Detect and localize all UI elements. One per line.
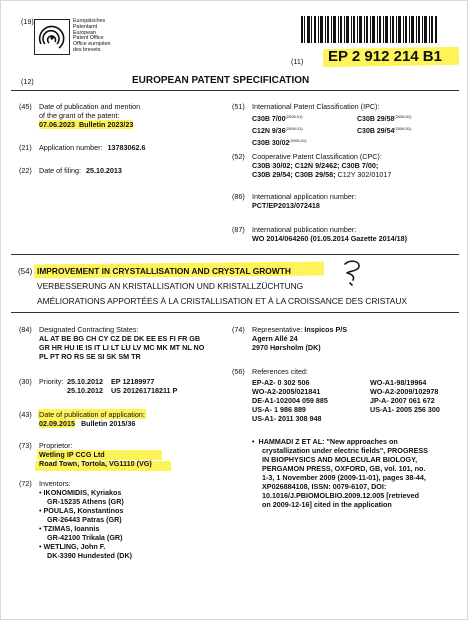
cpc-line-2-extra: C12Y 302/01017 xyxy=(335,170,392,179)
intl-application-number: PCT/EP2013/072418 xyxy=(252,201,320,210)
grant-bulletin: Bulletin 2023/23 xyxy=(78,120,134,129)
ipc-code: C30B $7/00^{(2006.01)}$ xyxy=(252,114,303,123)
inventor-address: GR-42100 Trikala (GR) xyxy=(47,533,123,542)
filing-date-field xyxy=(39,166,122,175)
epo-logo-icon xyxy=(35,20,69,54)
intl-publication-number: WO 2014/064260 (01.05.2014 Gazette 2014/18) xyxy=(252,234,408,243)
office-name-line: des brevets xyxy=(73,46,101,53)
ipc-label: International Patent Classification (IPC): xyxy=(252,102,380,111)
inventor: • TZIMAS, Ioannis GR-42100 Trikala (GR) xyxy=(39,524,132,542)
priority-number: US 201261718211 P xyxy=(110,386,178,395)
title-en: IMPROVEMENT IN CRYSTALLISATION AND CRYSTAL GROWTH xyxy=(37,266,291,276)
cpc-line-2: C30B 29/54; C30B 29/58; xyxy=(252,170,336,179)
f45-num: (45) xyxy=(19,102,32,111)
filing-date-label: Date of filing: xyxy=(39,166,81,175)
cpc-label: Cooperative Patent Classification (CPC): xyxy=(252,152,382,161)
inventor-name: WETLING, John F. xyxy=(43,542,106,551)
filing-date: 25.10.2013 xyxy=(85,166,122,175)
proprietor-field xyxy=(39,441,152,468)
inventor-name: IKONOMIDIS, Kyriakos xyxy=(43,488,122,497)
barcode-image xyxy=(301,16,437,43)
office-code-label: (19) xyxy=(21,17,34,26)
titles-top-divider xyxy=(11,254,459,255)
priority-row xyxy=(67,377,154,386)
header-divider xyxy=(11,90,459,91)
proprietor-address: Road Town, Tortola, VG1110 (VG) xyxy=(39,459,152,468)
grant-date-label-2: of the grant of the patent: xyxy=(39,111,120,120)
f73-num: (73) xyxy=(19,441,32,450)
f54-num: (54) xyxy=(18,267,33,276)
application-publication-label: Date of publication of application: xyxy=(39,410,145,419)
f43-num: (43) xyxy=(19,410,32,419)
office-name-line: Europäisches xyxy=(73,18,106,24)
f87-num: (87) xyxy=(232,225,245,234)
grant-date-label-1: Date of publication and mention xyxy=(39,102,141,111)
f52-num: (52) xyxy=(232,152,245,161)
reference: JP-A- 2007 061 672 xyxy=(370,396,435,405)
designated-states-line: AL AT BE BG CH CY CZ DE DK EE ES FI FR GB xyxy=(39,334,201,343)
reference-row xyxy=(252,405,452,414)
priority-label: Priority: xyxy=(39,377,64,386)
f84-num: (84) xyxy=(19,325,32,334)
reference-row xyxy=(252,396,452,405)
f22-num: (22) xyxy=(19,166,32,175)
f74-num: (74) xyxy=(232,325,245,334)
npl-line: 10.1016/J.PBIOMOLBIO.2009.12.005 [retrieved xyxy=(262,491,420,500)
f30-num: (30) xyxy=(19,377,32,386)
npl-line: HAMMADI Z ET AL: "New approaches on xyxy=(258,437,398,446)
reference-row xyxy=(252,378,452,387)
office-name-block xyxy=(73,19,111,54)
priority-date: 25.10.2012 xyxy=(67,377,103,386)
reference: US-A- 1 986 889 xyxy=(252,405,306,414)
ipc-code: C30B $29/54^{(2006.01)}$ xyxy=(357,126,412,135)
office-name-line: Patentamt xyxy=(73,23,98,30)
application-number: 13783062.6 xyxy=(107,143,146,152)
doc-number: EP 2 912 214 B1 xyxy=(328,48,442,65)
reference: DE-A1-102004 059 885 xyxy=(252,396,328,405)
grant-date-field xyxy=(39,102,140,129)
inventor: • IKONOMIDIS, Kyriakos GR-15235 Athens (GR) xyxy=(39,488,132,506)
doc-number-label: (11) xyxy=(291,57,304,66)
representative-address-1: Agern Allé 24 xyxy=(252,334,298,343)
npl-line: IN BIOPHYSICS AND MOLECULAR BIOLOGY, xyxy=(262,455,418,464)
proprietor-name: Wetling IP CCG Ltd xyxy=(39,450,105,459)
designated-states-line: PL PT RO RS SE SI SK SM TR xyxy=(39,352,141,361)
references-list xyxy=(252,378,452,423)
inventor-address: DK-3390 Hundested (DK) xyxy=(47,551,133,560)
npl-line: crystallization under electric fields", PROGRESS xyxy=(262,446,428,455)
inventor-name: POULAS, Konstantinos xyxy=(43,506,124,515)
reference-row xyxy=(252,414,452,423)
designated-states-line: GR HR HU IE IS IT LI LT LU LV MC MK MT NL NO xyxy=(39,343,205,352)
cpc-line-1: C30B 30/02; C12N 9/2462; C30B 7/00; xyxy=(252,161,379,170)
kind-label: (12) xyxy=(21,77,34,86)
f56-num: (56) xyxy=(232,367,245,376)
npl-line: on 2009-12-16] cited in the application xyxy=(262,500,392,509)
representative-address-2: 2970 Hørsholm (DK) xyxy=(252,343,321,352)
inventor-address: GR-15235 Athens (GR) xyxy=(47,497,124,506)
f51-num: (51) xyxy=(232,102,245,111)
application-publication-field xyxy=(39,410,145,428)
ipc-code: C12N $9/36^{(2006.01)}$ xyxy=(252,126,303,135)
priority-row xyxy=(67,386,177,395)
representative-label: Representative: xyxy=(252,325,303,334)
inventor-address: GR-26443 Patras (GR) xyxy=(47,515,122,524)
designated-states-field xyxy=(39,325,204,361)
npl-citation: • HAMMADI Z ET AL: "New approaches on crystallization under electric fields", PROGRESS IN BIOPHYSICS AND MOLECULAR BIOLOGY, PERGAMON PRESS, OXFORD, GB, vol. 101, no. 1-3, 1 November 2009 (2009-11-01), pages 38-44, XP026884108, ISSN: 0079-6107, DOI: 10.1016/J.PBIOMOLBIO.2009.12.005 [retrieved on 2009-12-16] cited in the application xyxy=(252,437,428,509)
application-publication-date: 02.09.2015 xyxy=(39,419,75,428)
reference xyxy=(370,414,452,423)
cpc-field xyxy=(252,152,391,179)
ipc-codes xyxy=(252,112,462,148)
f72-num: (72) xyxy=(19,479,32,488)
reference: WO-A1-98/19964 xyxy=(370,378,427,387)
npl-line: XP026884108, ISSN: 0079-6107, DOI: xyxy=(262,482,387,491)
reference-row xyxy=(252,387,452,396)
inventor: • POULAS, Konstantinos GR-26443 Patras (GR) xyxy=(39,506,132,524)
office-name-line: European xyxy=(73,29,96,36)
title-de: VERBESSERUNG AN KRISTALLISATION UND KRISTALLZÜCHTUNG xyxy=(37,281,304,291)
grant-date: 07.06.2023 xyxy=(39,120,75,129)
proprietor-label: Proprietor: xyxy=(39,441,73,450)
reference: US-A1- 2011 308 948 xyxy=(252,414,322,423)
references-label: References cited: xyxy=(252,367,308,376)
reference: US-A1- 2005 256 300 xyxy=(370,405,440,414)
ipc-code: C30B $30/02^{(2006.01)}$ xyxy=(252,138,307,147)
reference: WO-A2-2009/102978 xyxy=(370,387,439,396)
inventor: • WETLING, John F. DK-3390 Hundested (DK) xyxy=(39,542,133,560)
handwritten-question-mark-icon xyxy=(341,258,365,288)
application-number-field xyxy=(39,143,146,152)
f86-num: (86) xyxy=(232,192,245,201)
office-name-line: Office européen xyxy=(73,41,111,48)
intl-publication-field xyxy=(252,225,407,243)
intl-application-field xyxy=(252,192,356,210)
intl-publication-label: International publication number: xyxy=(252,225,357,234)
spec-title: EUROPEAN PATENT SPECIFICATION xyxy=(132,75,310,86)
application-publication-bulletin: Bulletin 2015/36 xyxy=(80,419,136,428)
title-fr: AMÉLIORATIONS APPORTÉES À LA CRISTALLISATION ET À LA CROISSANCE DES CRISTAUX xyxy=(37,296,407,306)
office-name-line: Patent Office xyxy=(73,35,104,42)
designated-states-label: Designated Contracting States: xyxy=(39,325,139,334)
representative-firm: Inspicos P/S xyxy=(304,325,348,334)
inventors-field xyxy=(39,479,132,560)
npl-line: PERGAMON PRESS, OXFORD, GB, vol. 101, no. xyxy=(262,464,426,473)
npl-line: 1-3, 1 November 2009 (2009-11-01), pages 38-44, xyxy=(262,473,426,482)
titles-bottom-divider xyxy=(11,312,459,313)
f21-num: (21) xyxy=(19,143,32,152)
priority-number: EP 12189977 xyxy=(110,377,155,386)
priority-date: 25.10.2012 xyxy=(67,386,103,395)
representative-field xyxy=(252,325,347,352)
intl-application-label: International application number: xyxy=(252,192,357,201)
reference: WO-A2-2005/021841 xyxy=(252,387,321,396)
epo-logo xyxy=(34,19,70,55)
application-number-label: Application number: xyxy=(39,143,103,152)
inventors-label: Inventors: xyxy=(39,479,71,488)
reference: EP-A2- 0 302 506 xyxy=(252,378,310,387)
ipc-code: C30B $29/58^{(2006.01)}$ xyxy=(357,114,412,123)
inventor-name: TZIMAS, Ioannis xyxy=(43,524,100,533)
